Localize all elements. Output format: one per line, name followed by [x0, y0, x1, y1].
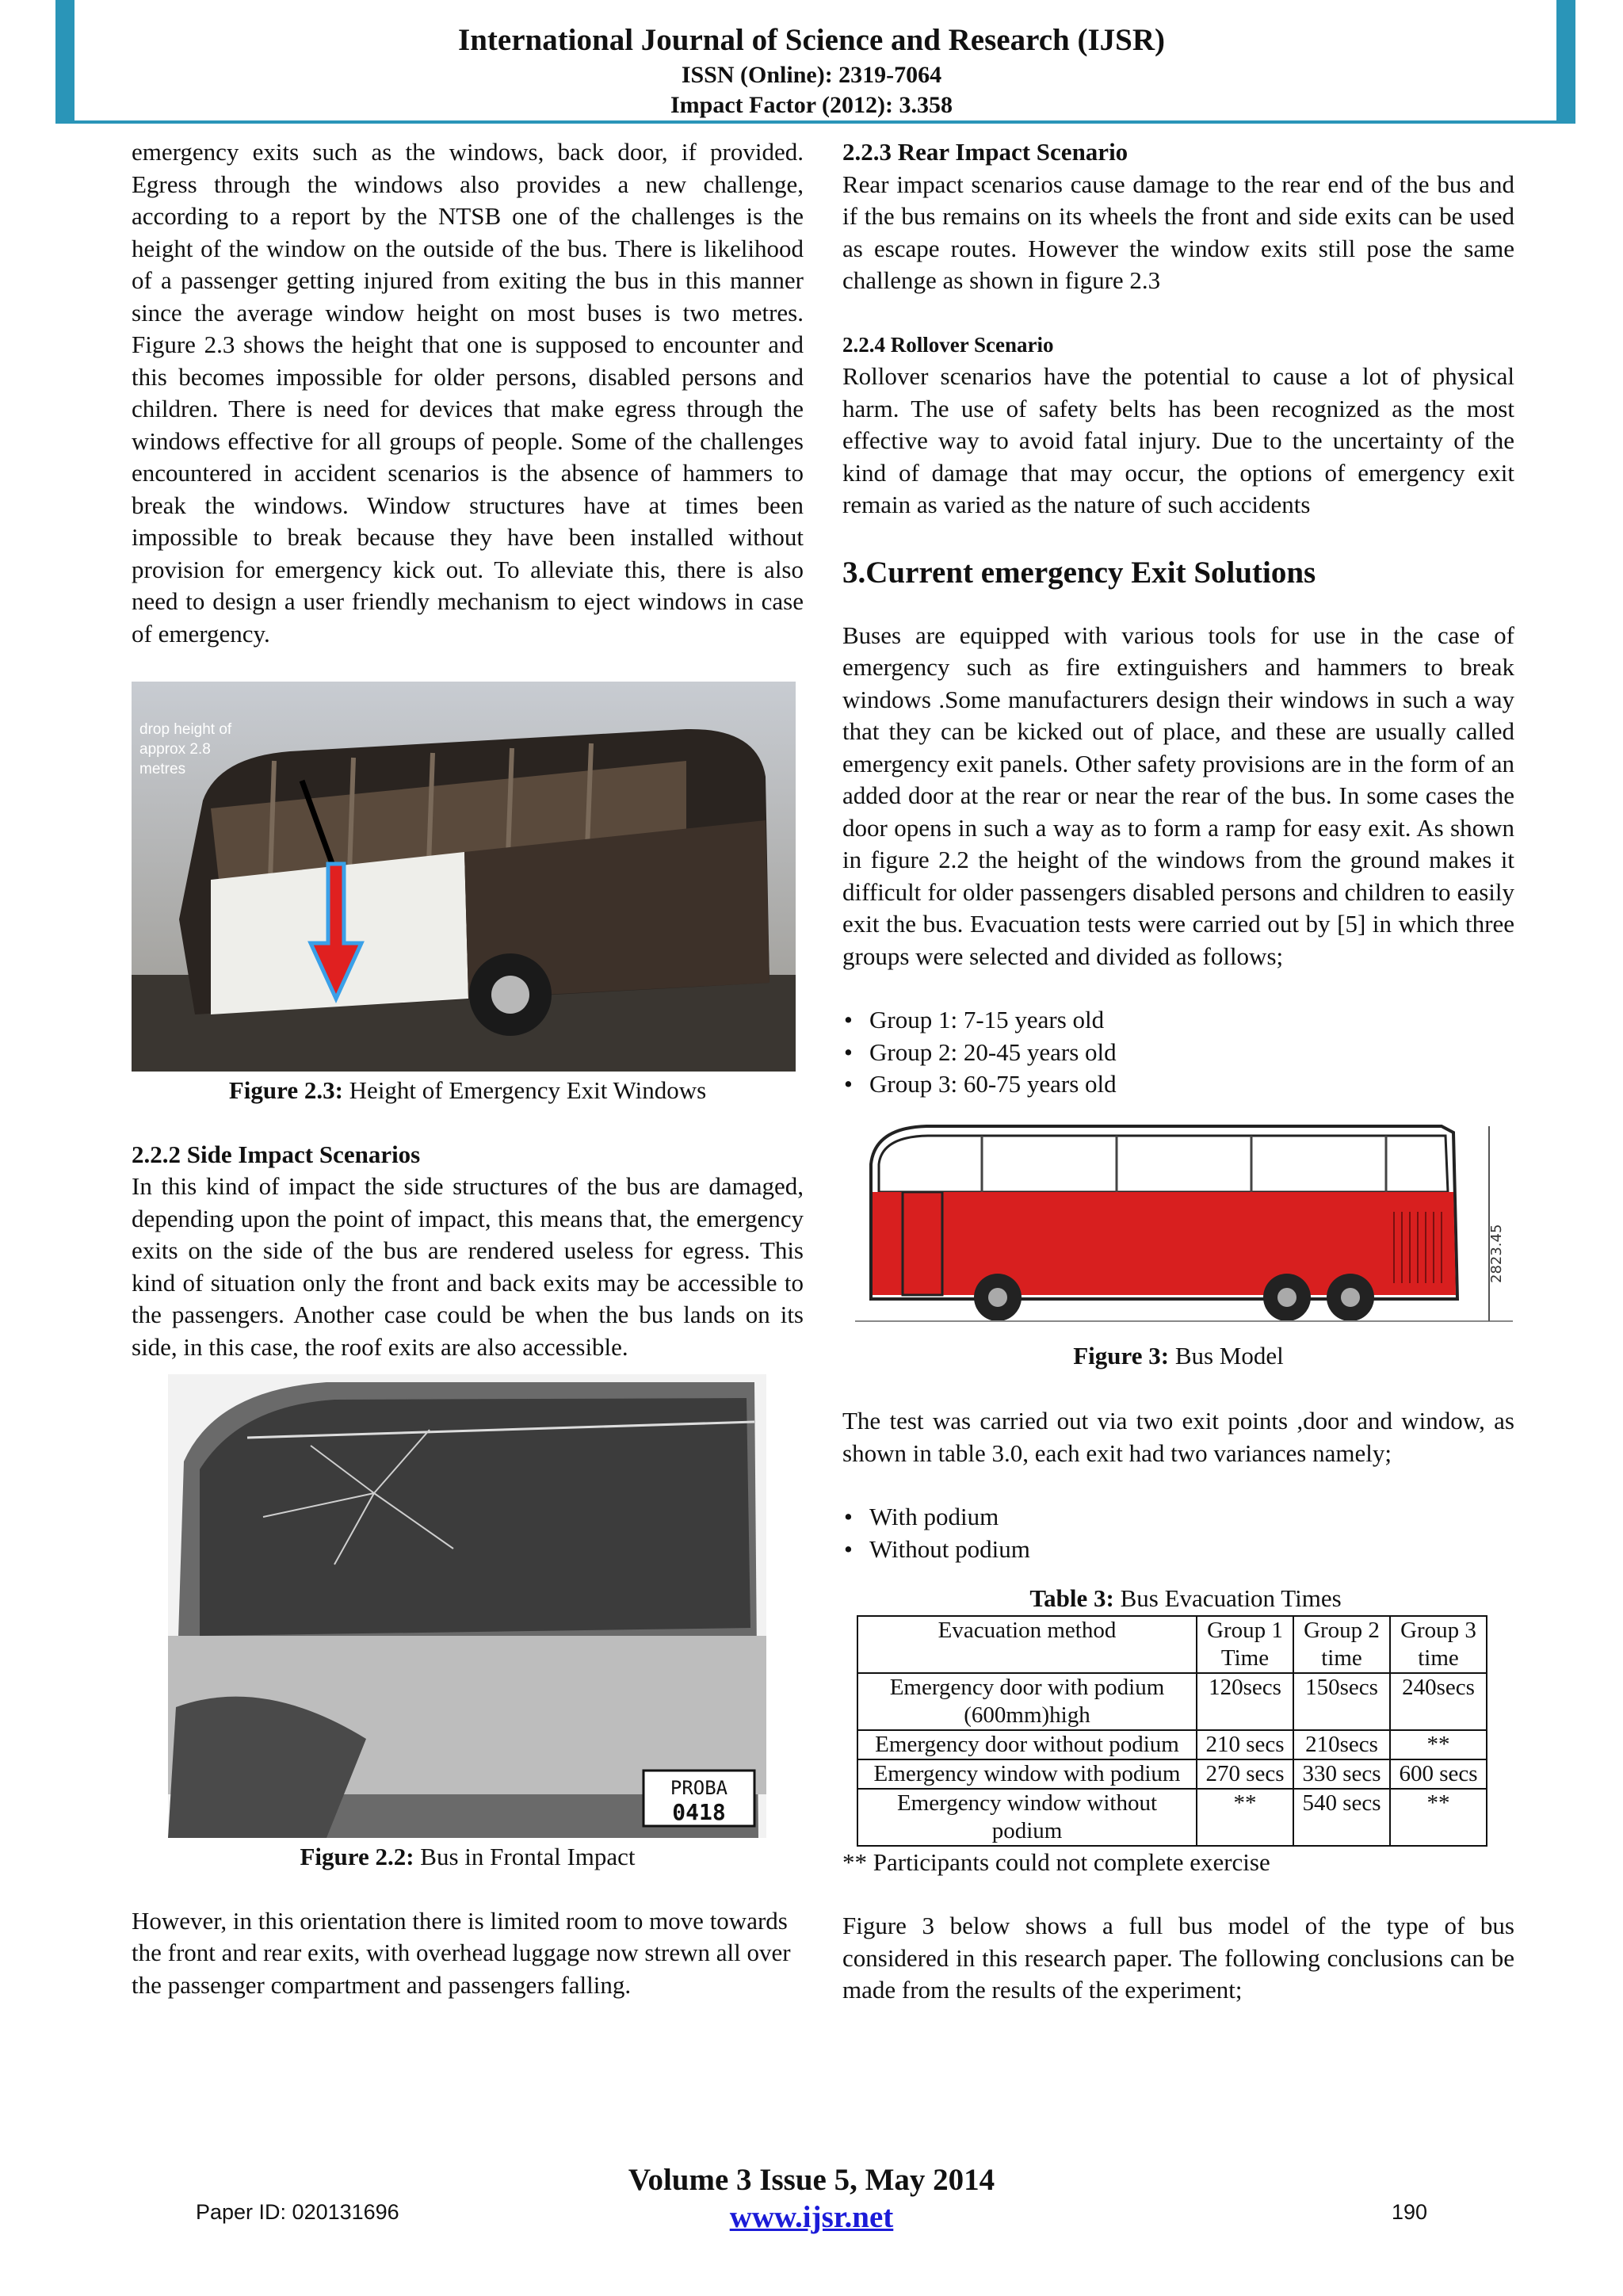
variance-list	[842, 1501, 1514, 1565]
rear-impact-heading: 2.2.3 Rear Impact Scenario	[842, 138, 1128, 166]
table-cell: 210 secs	[1197, 1730, 1293, 1759]
page-number: 190	[1392, 2200, 1428, 2224]
website-link[interactable]: www.ijsr.net	[729, 2200, 894, 2234]
closing-left-paragraph: However, in this orientation there is limited room to move towards the front and rear exits, with overhead luggage now strewn all over the passenger compartment and passengers falling.	[132, 1906, 791, 1999]
evacuation-times-table	[857, 1615, 1487, 1847]
table-cell: Emergency window with podium	[857, 1759, 1197, 1789]
drop-height-label: drop height of approx 2.8 metres	[139, 721, 232, 777]
table-cell: 600 secs	[1390, 1759, 1487, 1789]
table-row	[857, 1789, 1487, 1846]
section-3-paragraph: Buses are equipped with various tools for use in the case of emergency such as fire extinguishers and hammers to break windows .Some manufacturers design their windows in such a way that they can be kicked out of place, and these are usually called emergency exit panels. Other safety provisions are in the form of an added door at the rear or near the rear of the bus. In some cases the door opens in such a way as to form a ramp for easy exit. As shown in figure 2.2 the height of the windows from the ground makes it difficult for older passengers disabled persons and children to easily exit the bus. Evacuation tests were carried out by [5] in which three groups were selected and divided as follows;	[842, 621, 1514, 970]
header-rule	[55, 120, 1575, 124]
side-impact-paragraph: In this kind of impact the side structures of the bus are damaged, depending upon the point of impact, this means that, the emergency exits on the side of the bus are rendered useless for egress. This kind of situation only the front and back exits may be accessible to the passengers. Another case could be when the bus lands on its side, in this case, the roof exits are also accessible.	[132, 1172, 804, 1361]
table-cell: 270 secs	[1197, 1759, 1293, 1789]
table-row	[857, 1730, 1487, 1759]
rollover-paragraph: Rollover scenarios have the potential to cause a lot of physical harm. The use of safety belts has been recognized as the most effective way to avoid fatal injury. Due to the uncertainty of the kind of damage that may occur, the options of emergency exit remain as varied as the nature of such accidents	[842, 362, 1514, 518]
table-cell: Emergency door with podium (600mm)high	[857, 1673, 1197, 1730]
table-row	[857, 1673, 1487, 1730]
table-cell: Emergency door without podium	[857, 1730, 1197, 1759]
intro-paragraph: emergency exits such as the windows, back door, if provided. Egress through the windows also provides a new challenge, according to a report by the NTSB one of the challenges is the height of the window on the outside of the bus. There is likelihood of a passenger getting injured from exiting the bus in this manner since the average window height on most buses is two metres. Figure 2.3 shows the height that one is supposed to encounter and this becomes impossible for older persons, disabled persons and children. There is need for devices that make egress through the windows effective for all groups of people. Some of the challenges encountered in accident scenarios is the absence of hammers to break the windows. Window structures have at times been impossible to break because they have been installed without provision for emergency kick out. To alleviate this, there is also need to design a user friendly mechanism to eject windows in case of emergency.	[132, 138, 804, 648]
age-group-list	[842, 1004, 1514, 1101]
rollover-heading: 2.2.4 Rollover Scenario	[842, 332, 1054, 357]
figure-3-caption: Figure 3: Bus Model	[1073, 1341, 1284, 1370]
table-cell: 150secs	[1293, 1673, 1390, 1730]
license-plate-line1: PROBA	[670, 1777, 728, 1799]
table-cell: 210secs	[1293, 1730, 1390, 1759]
table-cell: **	[1390, 1789, 1487, 1846]
table-cell: 120secs	[1197, 1673, 1293, 1730]
test-paragraph: The test was carried out via two exit points ,door and window, as shown in table 3.0, each exit had two variances namely;	[842, 1407, 1514, 1467]
table-cell: 540 secs	[1293, 1789, 1390, 1846]
license-plate-line2: 0418	[672, 1799, 726, 1825]
table-header-cell: Group 2 time	[1293, 1616, 1390, 1673]
table-row	[857, 1759, 1487, 1789]
table-cell: **	[1197, 1789, 1293, 1846]
right-column	[842, 136, 1514, 2007]
table-cell: **	[1390, 1730, 1487, 1759]
table-header-row	[857, 1616, 1487, 1673]
figure-2-3-caption: Figure 2.3: Height of Emergency Exit Windows	[228, 1076, 707, 1104]
rear-impact-paragraph: Rear impact scenarios cause damage to the rear end of the bus and if the bus remains on its wheels the front and side exits can be used as escape routes. However the window exits still pose the same challenge as shown in figure 2.3	[842, 170, 1514, 294]
bus-red-body	[873, 1192, 1456, 1295]
paper-id: Paper ID: 020131696	[196, 2200, 399, 2224]
figure-2-3-burnt-bus-photo	[132, 682, 796, 1072]
list-item: • Group 2: 20-45 years old	[869, 1037, 1514, 1069]
issn-line: ISSN (Online): 2319-7064	[681, 62, 942, 88]
journal-title: International Journal of Science and Research (IJSR)	[458, 23, 1165, 57]
table-header-cell: Group 3 time	[1390, 1616, 1487, 1673]
list-item: • Group 3: 60-75 years old	[869, 1068, 1514, 1101]
volume-line: Volume 3 Issue 5, May 2014	[628, 2163, 995, 2197]
table-header-cell: Group 1 Time	[1197, 1616, 1293, 1673]
side-impact-heading: 2.2.2 Side Impact Scenarios	[132, 1140, 421, 1168]
table-footnote: ** Participants could not complete exercise	[842, 1847, 1270, 1876]
figure-2-2-frontal-impact-photo	[168, 1374, 766, 1838]
list-item: • Group 1: 7-15 years old	[869, 1004, 1514, 1037]
section-3-heading: 3.Current emergency Exit Solutions	[842, 555, 1316, 590]
figure-2-2-caption: Figure 2.2: Bus in Frontal Impact	[300, 1843, 636, 1870]
height-dimension-label: 2823.45	[1488, 1224, 1505, 1283]
figure-3-bus-model	[855, 1117, 1513, 1331]
table-cell: Emergency window without podium	[857, 1789, 1197, 1846]
table-header-cell: Evacuation method	[857, 1616, 1197, 1673]
list-item: • Without podium	[869, 1534, 1514, 1566]
closing-right-paragraph: Figure 3 below shows a full bus model of the type of bus considered in this research paper. The following conclusions can be made from the results of the experiment;	[842, 1912, 1514, 2004]
impact-factor-line: Impact Factor (2012): 3.358	[670, 92, 953, 118]
left-column	[132, 136, 804, 2001]
list-item: • With podium	[869, 1501, 1514, 1534]
table-3-caption: Table 3: Bus Evacuation Times	[1029, 1584, 1342, 1612]
table-cell: 330 secs	[1293, 1759, 1390, 1789]
table-cell: 240secs	[1390, 1673, 1487, 1730]
